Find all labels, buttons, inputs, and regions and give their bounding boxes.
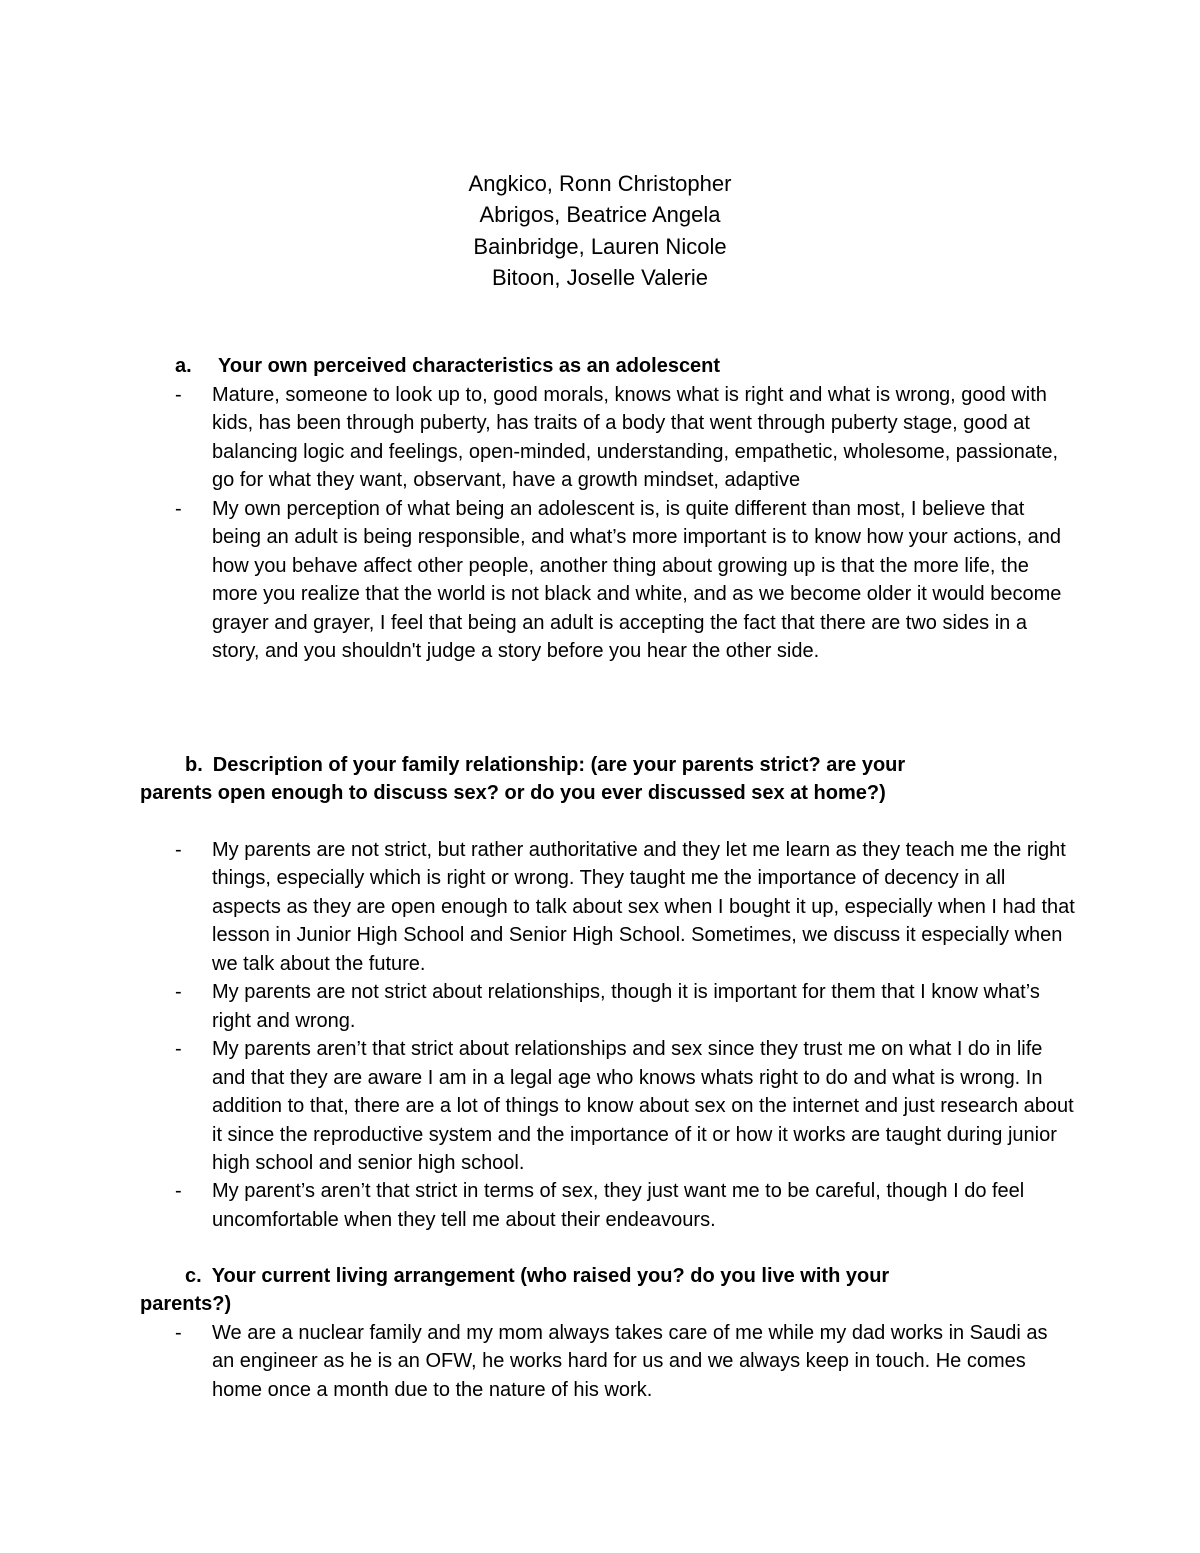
bullet-marker: - xyxy=(175,497,182,520)
bullet-text: Mature, someone to look up to, good morals, knows what is right and what is wrong, good with kids, has been through puberty, has traits of a body that went through puberty stage, good at balancing logic and feelings, open-minded, understanding, empathetic, wholesome, passionate, go for what they want, observant, have a growth mindset, adaptive xyxy=(212,384,1059,492)
list-item xyxy=(175,495,1075,666)
bullet-marker: - xyxy=(175,1322,182,1344)
list-item xyxy=(175,1319,1075,1404)
bullet-marker: - xyxy=(175,1038,182,1061)
list-item xyxy=(175,1035,1075,1177)
author-name: Abrigos, Beatrice Angela xyxy=(479,202,721,228)
list-item xyxy=(175,381,1075,495)
bullet-text: My own perception of what being an adolescent is, is quite different than most, I believe that being an adult is being responsible, and what’s more important is to know how your actions, and how you behave affect other people, another thing about growing up is that the more life, the more you realize that the world is not black and white, and as we become older it would become grayer and grayer, I feel that being an adult is accepting the fact that there are two sides in a story, and you shouldn't judge a story before you hear the other side. xyxy=(212,497,1062,663)
bullet-marker: - xyxy=(175,981,182,1004)
bullet-marker: - xyxy=(175,1180,182,1203)
bullet-text: My parents are not strict, but rather authoritative and they let me learn as they teach me the right things, especially which is right or wrong. They taught me the importance of decency in all aspects as they are open enough to talk about sex when I bought it up, especially when I had that lesson in Junior High School and Senior High School. Sometimes, we discuss it especially when we talk about the future. xyxy=(212,839,1075,975)
section-b-letter: b. xyxy=(185,754,203,776)
section-c-bullets xyxy=(175,1319,1075,1404)
section-c-letter: c. xyxy=(185,1265,202,1287)
author-name: Bainbridge, Lauren Nicole xyxy=(473,233,727,259)
author-name: Angkico, Ronn Christopher xyxy=(468,171,732,196)
section-a-title: Your own perceived characteristics as an adolescent xyxy=(218,355,721,377)
author-name: Bitoon, Joselle Valerie xyxy=(491,264,709,290)
section-b-heading xyxy=(140,751,940,808)
section-a-heading xyxy=(175,352,720,381)
bullet-text: We are a nuclear family and my mom always takes care of me while my dad works in Saudi as an engineer as he is an OFW, he works hard for us and we always keep in touch. He comes home once a month due to the nature of his work. xyxy=(212,1322,1048,1401)
section-a-bullets xyxy=(175,381,1075,666)
section-c-title: Your current living arrangement (who raised you? do you live with your parents?) xyxy=(140,1265,890,1316)
bullet-marker: - xyxy=(175,384,182,406)
bullet-marker: - xyxy=(175,839,182,861)
author-list xyxy=(0,168,1200,293)
bullet-text: My parents are not strict about relationships, though it is important for them that I know what’s right and wrong. xyxy=(212,981,1040,1032)
section-a-letter: a. xyxy=(175,355,192,377)
list-item xyxy=(175,1177,1075,1234)
list-item xyxy=(175,978,1075,1035)
section-b-title: Description of your family relationship: (are your parents strict? are your parents open enough to discuss sex? or do you ever discussed sex at home?) xyxy=(140,754,906,805)
bullet-text: My parent’s aren’t that strict in terms of sex, they just want me to be careful, though I do feel uncomfortable when they tell me about their endeavours. xyxy=(212,1180,1025,1231)
bullet-text: My parents aren’t that strict about relationships and sex since they trust me on what I do in life and that they are aware I am in a legal age who knows whats right to do and what is wrong. In addition to that, there are a lot of things to know about sex on the internet and just research about it since the reproductive system and the importance of it or how it works are taught during junior high school and senior high school. xyxy=(212,1038,1074,1174)
list-item xyxy=(175,836,1075,978)
section-b-bullets xyxy=(175,836,1075,1234)
section-c-heading xyxy=(140,1262,940,1319)
